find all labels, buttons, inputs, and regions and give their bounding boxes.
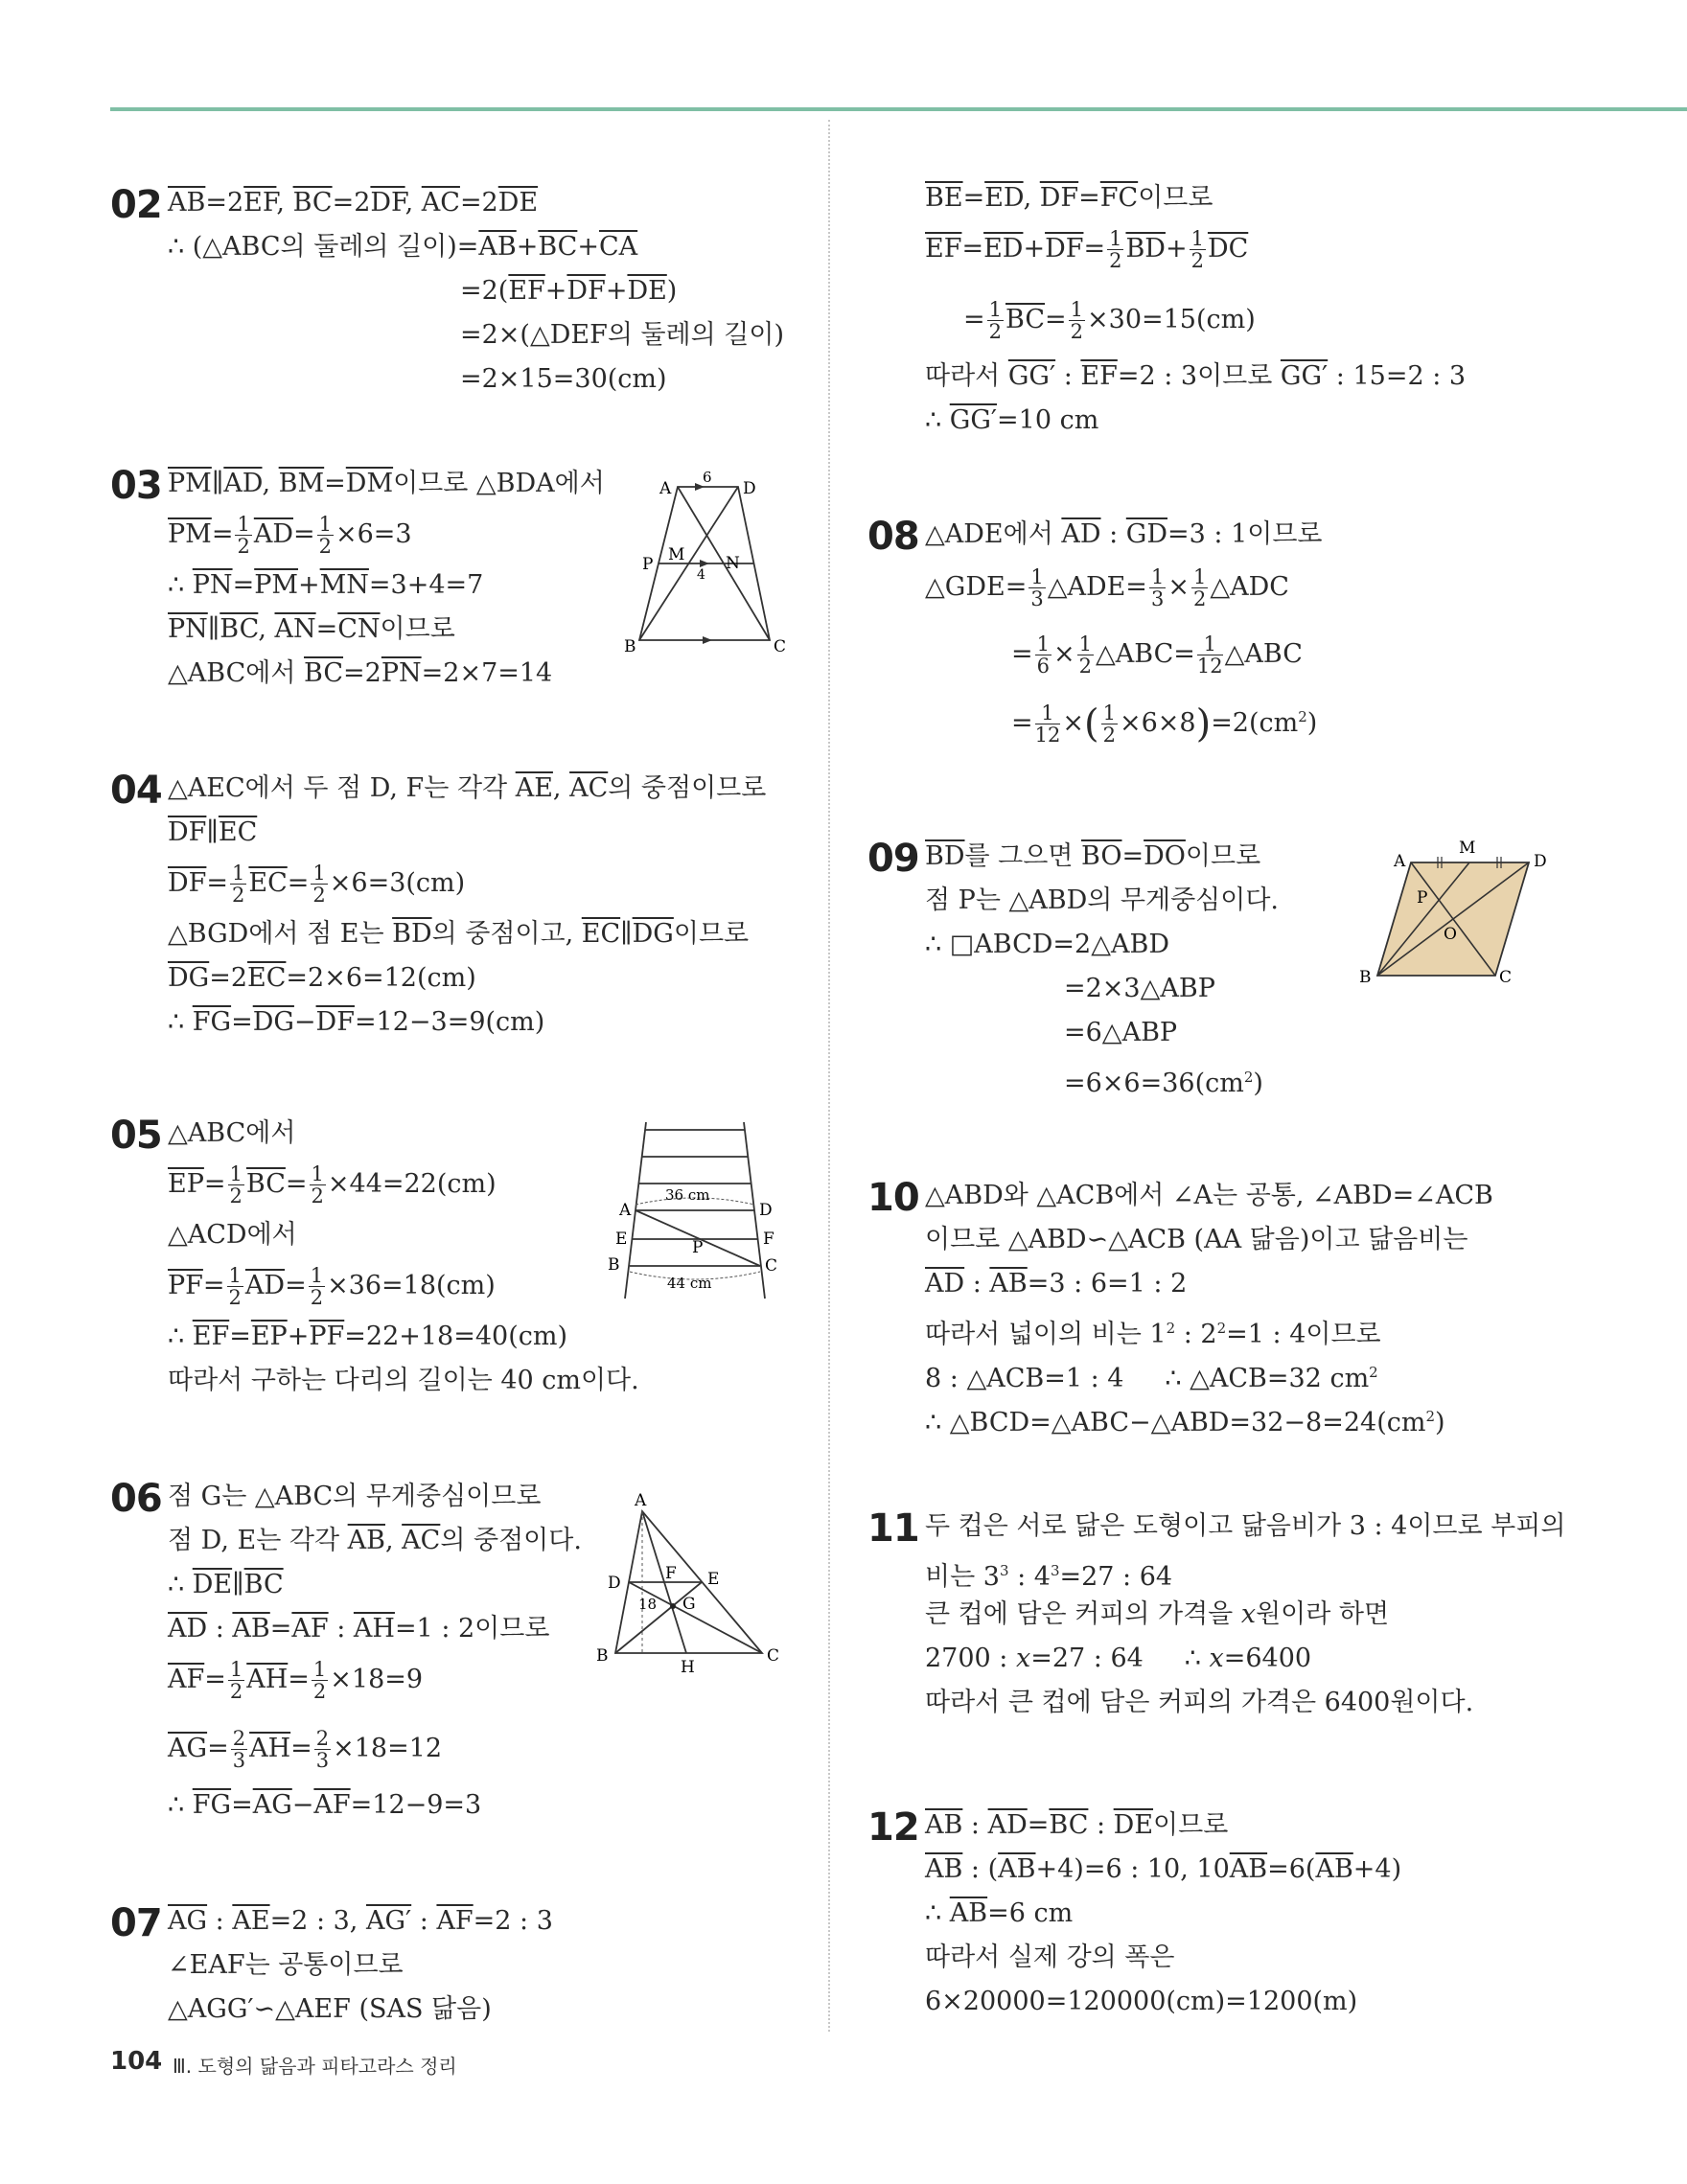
label-C: C [767,1646,780,1666]
label-P: P [1417,888,1428,908]
label-M: M [1459,839,1476,858]
figure-09 [1352,834,1562,997]
problem-number: 04 [110,769,162,813]
problem-number: 12 [867,1805,919,1850]
top-rule [110,107,1687,111]
label-A: A [635,1491,647,1510]
label-D: D [759,1201,773,1220]
chapter-title: Ⅲ. 도형의 닮음과 피타고라스 정리 [173,2055,457,2078]
label-D: D [608,1574,621,1593]
label-M: M [668,545,685,564]
label-C: C [1499,968,1513,987]
label-P: P [692,1238,704,1257]
label-B: B [608,1255,620,1275]
label-44cm: 44 cm [667,1275,712,1292]
label-F: F [763,1230,774,1249]
column-divider [828,120,830,2032]
problem-number: 03 [110,464,162,508]
problem-number: 05 [110,1114,162,1158]
figure-03 [618,470,800,656]
label-B: B [1359,968,1372,987]
label-B: B [596,1646,609,1666]
label-P: P [642,555,654,574]
label-H: H [681,1658,695,1677]
problem-number: 10 [867,1176,919,1220]
label-36cm: 36 cm [665,1186,710,1204]
label-E: E [615,1230,628,1249]
label-D: D [1534,852,1547,871]
label-E: E [707,1570,720,1589]
label-A: A [1394,852,1406,871]
label-D: D [743,479,756,498]
label-18: 18 [638,1596,658,1613]
problem-number: 08 [867,515,919,559]
label-G: G [682,1595,696,1614]
label-6: 6 [703,470,712,486]
label-C: C [774,637,787,656]
label-O: O [1444,925,1457,944]
figure-06 [594,1490,796,1677]
label-N: N [726,554,740,573]
label-B: B [624,637,636,656]
figure-05 [604,1116,796,1308]
label-A: A [659,479,672,498]
label-4: 4 [697,567,705,583]
problem-number: 09 [867,837,919,881]
problem-number: 06 [110,1477,162,1521]
problem-number: 11 [867,1506,919,1551]
label-F: F [665,1564,677,1583]
page-number: 104 [110,2047,163,2076]
problem-number: 02 [110,183,162,227]
label-C: C [765,1256,778,1276]
problem-number: 07 [110,1901,162,1945]
label-A: A [619,1201,632,1220]
